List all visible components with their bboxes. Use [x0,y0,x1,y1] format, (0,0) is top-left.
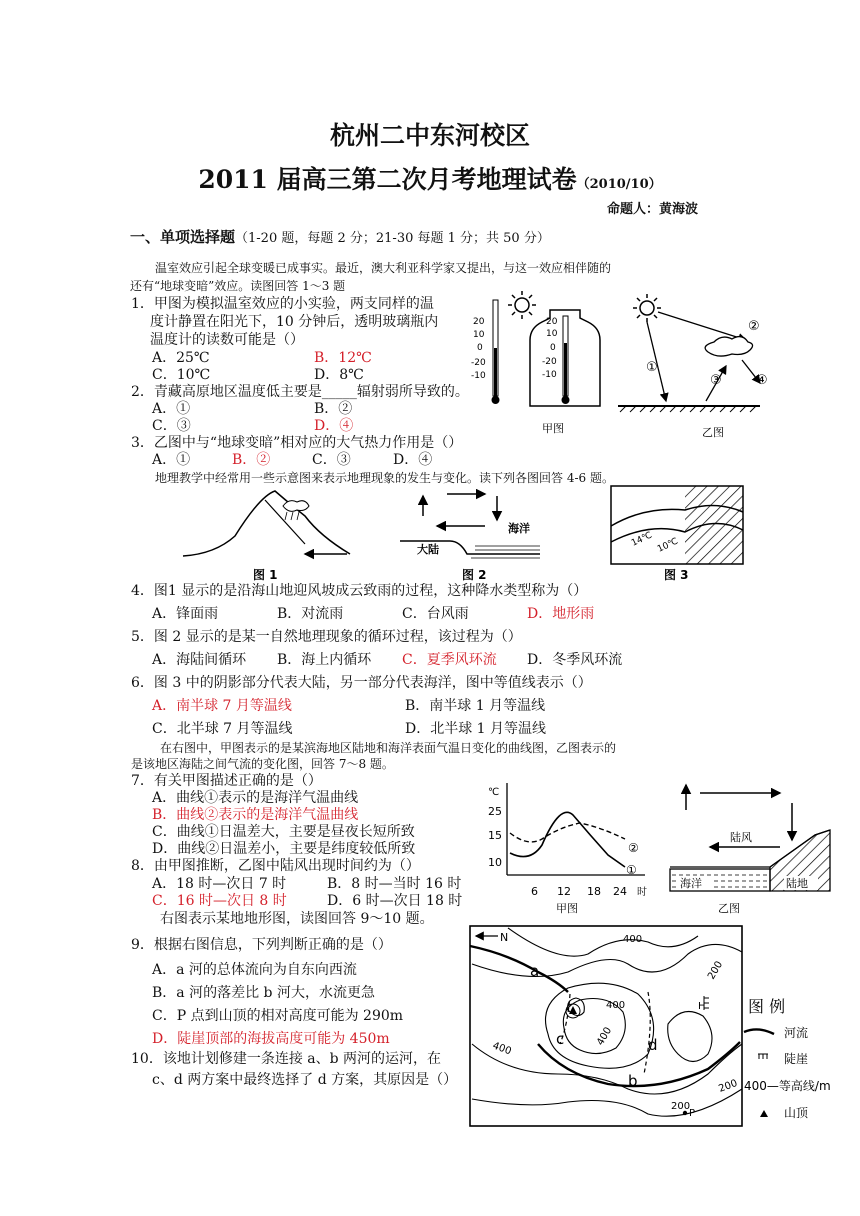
q8-option-c: C．16 时—次日 8 时 [152,893,287,909]
q6-option-d: D．北半球 1 月等温线 [405,721,547,737]
author: 命题人：黄海波 [607,202,699,217]
svg-text:③: ③ [710,373,722,388]
svg-text:400: 400 [595,1025,615,1048]
q5-option-d: D．冬季风环流 [527,652,623,668]
svg-text:①: ① [626,863,637,877]
q2-stem: 2．青藏高原地区温度低主要是_____辐射弱所导致的。 [131,384,469,400]
svg-text:400: 400 [490,1040,513,1058]
q6-option-b: B．南半球 1 月等温线 [405,698,546,714]
legend-cliff: 陡崖 [784,1052,809,1066]
svg-text:-20: -20 [542,357,557,367]
q6-option-c: C．北半球 7 月等温线 [152,721,293,737]
svg-text:18: 18 [587,885,601,898]
q5-option-a: A．海陆间循环 [152,652,247,668]
q5-stem: 5．图 2 显示的是某一自然地理现象的循环过程，该过程为（） [131,629,522,645]
land-label: 陆地 [786,877,808,890]
q1-stem-3: 温度计的读数可能是（） [150,332,304,348]
q4-option-d: D．地形雨 [527,606,595,622]
section-heading [130,228,550,248]
sun-icon-2 [633,294,661,322]
svg-text:a: a [530,962,540,980]
xunit: 时 [637,887,647,898]
fig3-land-hatch [685,486,743,564]
fig1-caption: 图 1 [253,568,278,582]
q2-option-c: C．③ [152,418,191,434]
q4-option-b: B．对流雨 [277,606,344,622]
curve-2 [510,823,625,842]
fig2-caption: 图 2 [462,568,487,582]
section-title: 一、单项选择题 [130,228,236,246]
thermometer-outside [471,300,500,404]
q8-stem: 8．由甲图推断，乙图中陆风出现时间约为（） [131,858,420,874]
q6-option-a: A．南半球 7 月等温线 [152,698,292,714]
caption-yi-78: 乙图 [718,902,740,915]
q1-option-c: C．10℃ [152,367,211,383]
q3-option-a: A．① [152,452,191,468]
tick-20: 20 [473,317,485,327]
intro3-line2: 是该地区海陆之间气流的变化图，回答 7～8 题。 [131,757,394,771]
tick-minus10: -10 [471,371,486,381]
svg-text:H: H [698,1001,706,1012]
fig3-iso14: 14℃ [630,530,654,549]
intro1-line1: 温室效应引起全球变暖已成事实。最近，澳大利亚科学家又提出，与这一效应相伴随的 [155,261,612,275]
greenhouse-figures [470,288,768,439]
q3-stem: 3．乙图中与“地球变暗”相对应的大气热力作用是（） [131,435,463,451]
svg-text:0: 0 [550,343,556,353]
exam-title: 2011 届高三第二次月考地理试卷 [198,165,577,194]
q9-option-c: C．P 点到山顶的相对高度可能为 290m [152,1008,404,1024]
svg-text:d: d [648,1036,658,1054]
svg-text:②: ② [748,319,760,334]
q10-stem-1: 10．该地计划修建一条连接 a、b 两河的运河，在 [131,1051,442,1067]
svg-text:②: ② [628,841,639,855]
tick-minus20: -20 [471,358,486,368]
svg-text:200: 200 [717,1077,739,1095]
q9-option-b: B．a 河的落差比 b 河大，水流更急 [152,985,375,1001]
q3-option-c: C．③ [312,452,351,468]
legend-peak-icon [760,1110,768,1117]
q3-option-d: D．④ [393,452,433,468]
svg-text:c: c [556,1030,565,1048]
curve-1 [510,812,625,867]
intro2: 地理教学中经常用一些示意图来表示地理现象的发生与变化。读下列各图回答 4-6 题。 [155,471,614,485]
caption-yi: 乙图 [702,426,724,439]
fig3-iso10: 10℃ [656,536,680,555]
q5-option-c: C．夏季风环流 [402,652,497,668]
canal-d [644,992,650,1074]
land-sea-temp-figures [480,775,830,920]
q7-option-c: C．曲线①日温差大，主要是昼夜长短所致 [152,824,415,840]
svg-text:200: 200 [671,1101,691,1112]
q9-option-a: A．a 河的总体流向为自东向西流 [152,962,357,978]
landwind-label: 陆风 [730,831,752,844]
fig1-mountain [183,491,350,556]
q1-stem-1: 1．甲图为模拟温室效应的小实验，两支同样的温 [131,296,434,312]
intro3-line1: 在右图中，甲图表示的是某滨海地区陆地和海洋表面气温日变化的曲线图，乙图表示的 [160,741,617,755]
q2-option-d: D．④ [314,418,354,434]
q7-option-a: A．曲线①表示的是海洋气温曲线 [152,790,359,806]
legend-contour: 400—等高线/m [744,1079,831,1093]
q1-option-d: D．8℃ [314,367,364,383]
sea-label: 海洋 [680,877,702,890]
tick-0: 0 [477,343,483,353]
svg-text:400: 400 [606,1000,626,1011]
figures-1-3 [175,486,755,586]
jia-unit: ℃ [488,787,500,798]
svg-text:12: 12 [557,885,571,898]
q8-option-a: A．18 时—次日 7 时 [152,876,287,892]
svg-text:10: 10 [546,329,558,339]
q8-option-b: B．8 时—当时 16 时 [327,876,462,892]
q4-option-c: C．台风雨 [402,606,469,622]
svg-text:b: b [628,1072,638,1090]
cloud-icon [705,337,752,356]
legend-title: 图 例 [748,997,786,1016]
legend-river: 河流 [784,1026,809,1040]
thermometer-inside [542,316,570,404]
svg-text:①: ① [646,360,658,375]
tick-10: 10 [473,330,485,340]
q1-option-a: A．25℃ [152,350,210,366]
intro4: 右图表示某地地形图，读图回答 9～10 题。 [160,911,434,927]
legend-cliff-icon [758,1054,768,1059]
svg-text:P: P [689,1108,696,1119]
svg-text:400: 400 [623,934,643,945]
svg-text:200: 200 [706,959,726,982]
q4-option-a: A．锋面雨 [152,606,219,622]
peak-icon [569,1006,577,1014]
topographic-map [468,924,848,1130]
caption-jia-78: 甲图 [556,902,578,915]
q1-option-b: B．12℃ [314,350,372,366]
q7-option-d: D．曲线②日温差小，主要是纬度较低所致 [152,841,416,857]
sun-icon [508,291,536,319]
q1-stem-2: 度计静置在阳光下，10 分钟后，透明玻璃瓶内 [150,314,439,330]
q10-stem-2: c、d 两方案中最终选择了 d 方案，其原因是（） [152,1072,458,1088]
exam-title-line [0,160,860,196]
north-arrow: N [500,931,509,944]
q2-option-b: B．② [314,401,353,417]
q6-stem: 6．图 3 中的阴影部分代表大陆，另一部分代表海洋，图中等值线表示（） [131,675,592,691]
q4-stem: 4．图1 显示的是沿海山地迎风坡成云致雨的过程，这种降水类型称为（） [131,583,588,599]
svg-text:6: 6 [531,885,538,898]
q5-option-b: B．海上内循环 [277,652,372,668]
svg-text:24: 24 [613,885,627,898]
svg-text:-10: -10 [542,370,557,380]
intro1-line2: 还有“地球变暗”效应。读图回答 1～3 题 [130,279,346,293]
ytick-25: 25 [488,805,502,818]
exam-date: （2010/10） [576,177,662,192]
q7-option-b: B．曲线②表示的是海洋气温曲线 [152,807,359,823]
ytick-10: 10 [488,856,502,869]
q3-option-b: B．② [232,452,271,468]
section-note: （1-20 题，每题 2 分；21-30 每题 1 分；共 50 分） [235,231,550,246]
caption-jia: 甲图 [542,422,564,435]
svg-text:20: 20 [546,317,558,327]
fig3-caption: 图 3 [664,568,689,582]
ytick-15: 15 [488,829,502,842]
svg-text:④: ④ [756,373,768,388]
fig2-land: 大陆 [417,543,439,556]
fig2-sea: 海洋 [508,522,530,535]
legend-river-icon [744,1029,774,1034]
legend-peak: 山顶 [784,1106,809,1120]
q8-option-d: D．6 时—次日 18 时 [327,893,463,909]
q7-stem: 7．有关甲图描述正确的是（） [131,773,322,789]
q2-option-a: A．① [152,401,191,417]
q9-stem: 9．根据右图信息，下列判断正确的是（） [131,937,392,953]
school-name: 杭州二中东河校区 [329,121,530,150]
q9-option-d: D．陡崖顶部的海拔高度可能为 450m [152,1031,390,1047]
